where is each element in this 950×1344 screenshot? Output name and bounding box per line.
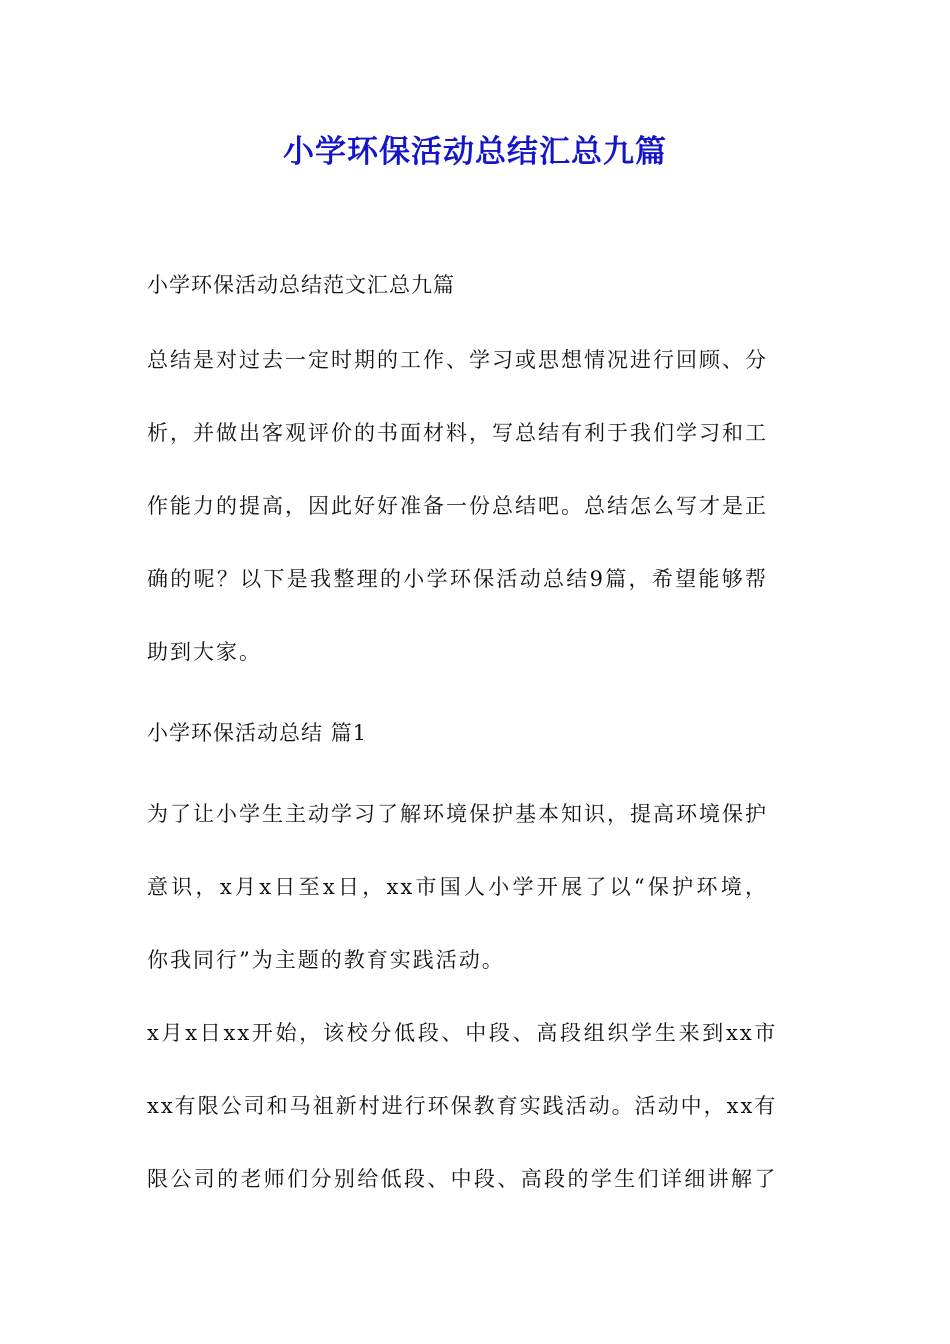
- intro-line: 总结是对过去一定时期的工作、学习或思想情况进行回顾、分: [147, 348, 768, 372]
- section-paragraph-line: x月x日xx开始，该校分低段、中段、高段组织学生来到xx市: [147, 1021, 778, 1045]
- intro-line: 确的呢？以下是我整理的小学环保活动总结9篇，希望能够帮: [147, 567, 768, 591]
- section-paragraph-line: 为了让小学生主动学习了解环境保护基本知识，提高环境保护: [147, 802, 768, 826]
- section-heading: 小学环保活动总结 篇1: [147, 721, 368, 745]
- section-paragraph-line: xx有限公司和马祖新村进行环保教育实践活动。活动中，xx有: [147, 1094, 778, 1118]
- intro-line: 作能力的提高，因此好好准备一份总结吧。总结怎么写才是正: [147, 494, 768, 518]
- section-paragraph-line: 意识，x月x日至x日，xx市国人小学开展了以“保护环境，: [147, 875, 768, 899]
- document-title: 小学环保活动总结汇总九篇: [283, 134, 667, 170]
- section-paragraph-1: [147, 788, 768, 986]
- intro-paragraph: [147, 334, 768, 678]
- document-subtitle: 小学环保活动总结范文汇总九篇: [147, 273, 455, 297]
- section-paragraph-line: 限公司的老师们分别给低段、中段、高段的学生们详细讲解了: [147, 1167, 778, 1191]
- section-paragraph-line: 你我同行”为主题的教育实践活动。: [147, 948, 505, 972]
- intro-line: 助到大家。: [147, 640, 262, 664]
- section-paragraph-2: [147, 1007, 777, 1205]
- intro-line: 析，并做出客观评价的书面材料，写总结有利于我们学习和工: [147, 421, 768, 445]
